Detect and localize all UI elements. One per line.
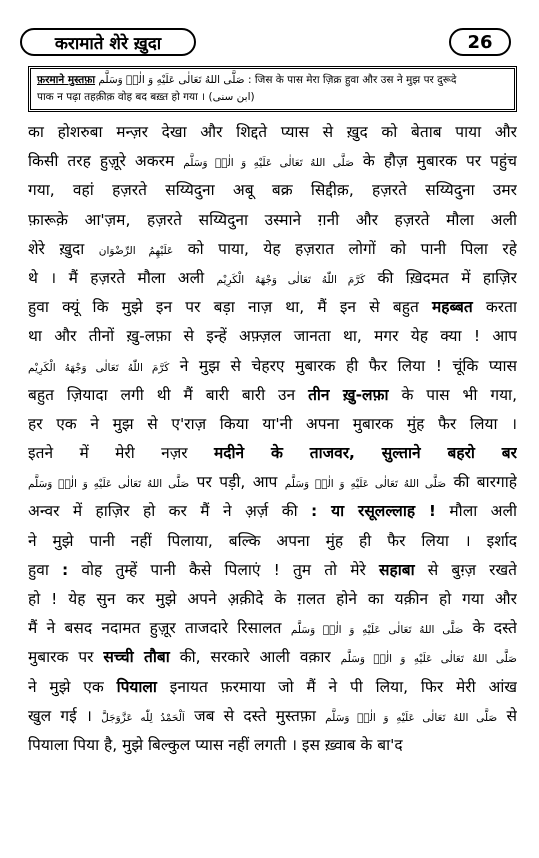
text-line [28, 293, 517, 322]
line-text: का होशरुबा मन्ज़र देखा और शिद्दते प्यास से ख़ुद को बेताब पाया और [28, 123, 517, 141]
line-text: था और तीनों ख़ु-लफ़ा से इन्हें अफ़्ज़ल जानता था, मगर येह क्या ! आप [28, 327, 517, 346]
line-text: ने मुझ से चेहरए मुबारक ही फैर लिया ! चूंकि प्यास [179, 356, 517, 375]
emphasis-text: सच्ची तौबा [103, 648, 170, 667]
line-text: हो ! येह सुन कर मुझे अपने अ़क़ीदे के ग़लत होने का यक़ीन हो गया और [28, 590, 517, 608]
text-line [28, 556, 517, 585]
line-text: करता [485, 298, 517, 317]
emphasis-text: : या रसूलल्लाह ! [311, 502, 436, 521]
ridwan-arabic: عَلَيْهِمُ الرِّضْوَان [98, 244, 174, 257]
line-text: हुवा क्यूं कि मुझे इन पर बड़ा नाज़ था, मैं इन से बहुत [28, 298, 419, 317]
text-line [28, 176, 517, 205]
line-text: ने मुझे पानी नहीं पिलाया, बल्कि अपना मुंह ही फैर लिया । इर्शाद [28, 531, 517, 550]
line-text: शेरे ख़ुदा [28, 239, 85, 258]
page-number-badge [449, 28, 511, 56]
line-text: मौला अली [449, 502, 517, 521]
text-line [28, 235, 517, 264]
line-text: थे । मैं हज़रते मौला अली [28, 268, 205, 287]
text-line [28, 585, 517, 614]
text-line [28, 673, 517, 702]
hadith-text-2: पाक न पढ़ा तहक़ीक़ वोह बद बख़्त हो गया । (ابن سنی) [37, 91, 255, 103]
line-text: हुवा [28, 560, 49, 579]
hadith-heading: फ़रमाने मुस्तफ़ा [37, 74, 96, 86]
hadith-line-2 [37, 89, 508, 106]
text-line [28, 468, 517, 497]
emphasis-text: : [62, 560, 69, 579]
karam-arabic: كَرَّمَ اللّٰهُ تَعَالٰى وَجْهَهُ الْكَرِيْم [216, 273, 366, 286]
text-line [28, 439, 517, 468]
emphasis-text: पियाला [116, 677, 157, 696]
line-text: मैं ने बसद नदामत हुज़ूर ताजदारे रिसालत [28, 619, 282, 638]
line-text: फ़ारूक़े आ'ज़म, हज़रते सय्यिदुना उस्माने ग़नी और हज़रते मौला अली [28, 210, 517, 229]
text-line [28, 206, 517, 235]
emphasis-text: सहाबा [379, 560, 415, 579]
text-line [28, 497, 517, 526]
text-line [28, 614, 517, 643]
book-title-badge [20, 28, 196, 56]
body-text [28, 118, 517, 760]
line-text: जब से दस्ते मुस्तफ़ा [194, 706, 316, 725]
line-text: को पाया, येह हज़रात लोगों को पानी पिला रहे [187, 239, 517, 258]
text-line [28, 643, 517, 672]
salawat-arabic: صَلَّى اللهُ تَعَالٰى عَلَيْهِ وَ الٰهٖ وَسَلَّم [284, 478, 447, 491]
salawat-arabic: صَلَّى اللهُ تَعَالٰى عَلَيْهِ وَ الٰهٖ وَسَلَّم [183, 157, 354, 170]
salawat-arabic: صَلَّى اللهُ تَعَالٰى عَلَيْهِ وَ الٰهٖ وَسَلَّم [290, 624, 464, 637]
line-text: बहुत ज़ियादा लगी थी मैं बारी बारी उन [28, 385, 296, 404]
emphasis-text: तीन ख़ु-लफ़ा [308, 385, 389, 404]
line-text: की बारगाहे [453, 473, 517, 492]
text-line [28, 381, 517, 410]
line-text: की ख़िदमत में हाज़िर [377, 268, 517, 287]
text-line [28, 410, 517, 439]
line-text: वोह तुम्हें पानी कैसे पिलाएं ! तुम तो मेरे [81, 560, 366, 579]
line-text: इनायत फ़रमाया जो मैं ने पी लिया, फिर मेरी आंख [169, 677, 517, 696]
hadith-text-1: : जिस के पास मेरा ज़िक्र हुवा और उस ने मुझ पर दुरूदे [247, 74, 457, 86]
line-text: के हौज़ मुबारक पर पहुंच [362, 152, 517, 171]
line-text: किसी तरह हुज़ूरे अकरम [28, 152, 175, 171]
line-text: से बुग़्ज़ रखते [427, 560, 517, 579]
salawat-arabic: صَلَّى اللهُ تَعَالٰى عَلَيْهِ وَ الٰهٖ وَسَلَّم [325, 711, 498, 724]
hamd-arabic: اَلْحَمْدُ لِلّٰه عَزَّوَجَلَّ [101, 711, 185, 724]
emphasis-text: महब्बत [432, 298, 473, 317]
line-text: अन्वर में हाज़िर हो कर मैं ने अ़र्ज़ की [28, 502, 298, 521]
emphasis-text: मदीने के ताजवर, सुल्ताने बहरो बर [213, 444, 517, 463]
hadith-line-1 [37, 72, 508, 89]
line-text: खुल गई । [28, 706, 92, 725]
text-line [28, 352, 517, 381]
line-text: हर एक ने मुझ से ए'राज़ किया या'नी अपना मुबारक मुंह फैर लिया । [28, 414, 517, 433]
line-text: गया, वहां हज़रते सय्यिदुना अबू बक्र सिद्दीक़, हज़रते सय्यिदुना उमर [28, 181, 517, 200]
line-text: के पास भी गया, [401, 385, 517, 404]
salawat-arabic: صَلَّى اللهُ تَعَالٰى عَلَيْهِ وَ الٰهٖ وَسَلَّم [28, 478, 190, 491]
hadith-box [28, 66, 517, 112]
karam-arabic: كَرَّمَ اللّٰهُ تَعَالٰى وَجْهَهُ الْكَرِيْم [28, 361, 170, 374]
line-text: ने मुझे एक [28, 677, 104, 696]
line-text: पर पड़ी, आप [196, 473, 278, 492]
page-number: 26 [467, 31, 493, 53]
line-text: मुबारक पर [28, 648, 94, 667]
salawat-arabic: صَلَّى اللهُ تَعَالٰى عَلَيْهِ وَ الٰهٖ وَسَلَّم [98, 74, 245, 86]
text-line [28, 147, 517, 176]
text-line [28, 702, 517, 731]
text-line [28, 731, 517, 760]
line-text: की, सरकारे आली वक़ार [179, 648, 331, 667]
line-text: के दस्ते [472, 619, 517, 638]
text-line [28, 322, 517, 351]
book-title: करामाते शेरे ख़ुदा [54, 33, 162, 54]
text-line [28, 118, 517, 147]
salawat-arabic: صَلَّى اللهُ تَعَالٰى عَلَيْهِ وَ الٰهٖ وَسَلَّم [340, 653, 517, 666]
line-text: पियाला पिया है, मुझे बिल्कुल प्यास नहीं लगती । इस ख़्वाब के बा'द [28, 735, 403, 754]
line-text: से [506, 706, 517, 725]
line-text: इतने में मेरी नज़र [28, 444, 188, 463]
text-line [28, 264, 517, 293]
text-line [28, 527, 517, 556]
